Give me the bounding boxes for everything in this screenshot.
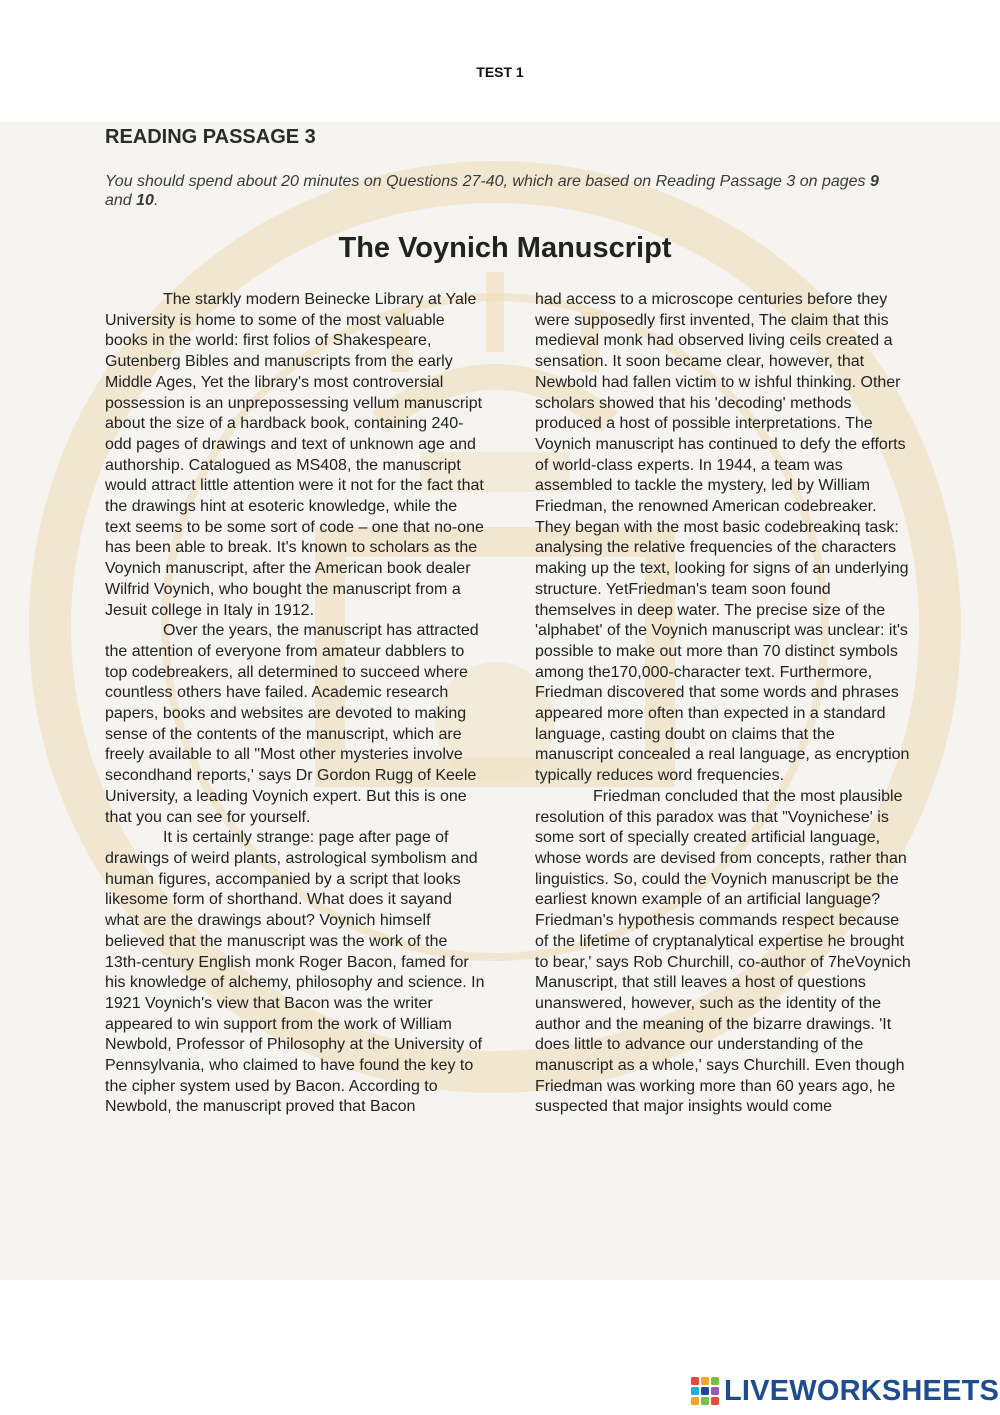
instructions-and: and bbox=[105, 192, 137, 209]
passage-instructions bbox=[105, 172, 895, 210]
article-title: The Voynich Manuscript bbox=[338, 232, 672, 264]
left-column bbox=[105, 290, 485, 1118]
scanned-page bbox=[0, 122, 1000, 1280]
liveworksheets-logo-text: LIVEWORKSHEETS bbox=[724, 1374, 1000, 1407]
instructions-end: . bbox=[153, 192, 159, 209]
paragraph: It is certainly strange: page after page of drawings of weird plants, astrological symbolism and human figures, accompanied by a script that looks likesome form of shorthand. What does it sayand what are the drawings about? Voynich himself believed that the manuscript was the work of the 13th-century English monk Roger Bacon, famed for his knowledge of alchemy, philosophy and science. In 1921 Voynich's view that Bacon was the writer appeared to win support from the work of William Newbold, Professor of Philosophy at the University of Pennsylvania, who claimed to have found the key to the cipher system used by Bacon. According to Newbold, the manuscript proved that Bacon bbox=[105, 829, 485, 1116]
paragraph: Over the years, the manuscript has attracted the attention of everyone from amateur dabblers to top codebreakers, all determined to succeed where countless others have failed. Academic research papers, books and websites are devoted to making sense of the contents of the manuscript, which are freely available to all "Most other mysteries involve secondhand reports,' says Dr Gordon Rugg of Keele University, a leading Voynich expert. But this is one that you can see for yourself. bbox=[105, 622, 479, 826]
liveworksheets-logo bbox=[690, 1374, 999, 1408]
paragraph: The starkly modern Beinecke Library at Yale University is home to some of the most valuable books in the world: first folios of Shakespeare, Gutenberg Bibles and manuscripts from the early Middle Ages, Yet the library's most controversial possession is an unprepossessing vellum manuscript about the size of a hardback book, containing 240-odd pages of drawings and text of unknown age and authorship. Catalogued as MS408, the manuscript would attract little attention were it not for the fact that the drawings hint at esoteric knowledge, while the text seems to be some sort of code – one that no-one has been able to break. It's known to scholars as the Voynich manuscript, after the American book dealer Wilfrid Voynich, who bought the manuscript from a Jesuit college in Italy in 1912. bbox=[105, 291, 484, 619]
liveworksheets-grid-icon bbox=[690, 1376, 720, 1406]
instructions-text: You should spend about 20 minutes on Questions 27-40, which are based on Reading Passage 3 on pages bbox=[105, 173, 870, 190]
paragraph: had access to a microscope centuries before they were supposedly first invented, The claim that this medieval monk had observed living ceils created a sensation. It soon became clear, however, that Newbold had fallen victim to w ishful thinking. Other scholars showed that his 'decoding' methods produced a host of possible interpretations. The Voynich manuscript has continued to defy the efforts of world-class experts. In 1944, a team was assembled to tackle the mystery, led by William Friedman, the renowned American codebreaker. They began with the most basic codebreakinq task: analysing the relative frequencies of the characters making up the text, looking for signs of an underlying structure. YetFriedman's team soon found themselves in deep water. The precise size of the 'alphabet' of the Voynich manuscript was unclear: it's possible to make out more than 70 distinct symbols among the170,000-character text. Furthermore, Friedman discovered that some words and phrases appeared more often than expected in a standard language, casting doubt on claims that the manuscript concealed a real language, as encryption typically reduces word frequencies. bbox=[535, 291, 910, 785]
passage-heading: READING PASSAGE 3 bbox=[105, 126, 316, 148]
instructions-page-b: 10 bbox=[136, 192, 154, 209]
paragraph: Friedman concluded that the most plausible resolution of this paradox was that "Voynichese' is some sort of specially created artificial language, whose words are devised from concepts, rather than linguistics. So, could the Voynich manuscript be the earliest known example of an artificial language? Friedman's hypothesis commands respect because of the lifetime of cryptanalytical expertise he brought to bear,' says Rob Churchill, co-author of 7heVoynich Manuscript, that still leaves a host of questions unanswered, however, such as the identity of the author and the meaning of the bizarre drawings. 'It does little to advance our understanding of the manuscript as a whole,' says Churchill. Even though Friedman was working more than 60 years ago, he suspected that major insights would come bbox=[535, 787, 911, 1116]
instructions-page-a: 9 bbox=[869, 173, 879, 190]
test-label: TEST 1 bbox=[476, 64, 524, 80]
right-column bbox=[535, 290, 915, 1118]
